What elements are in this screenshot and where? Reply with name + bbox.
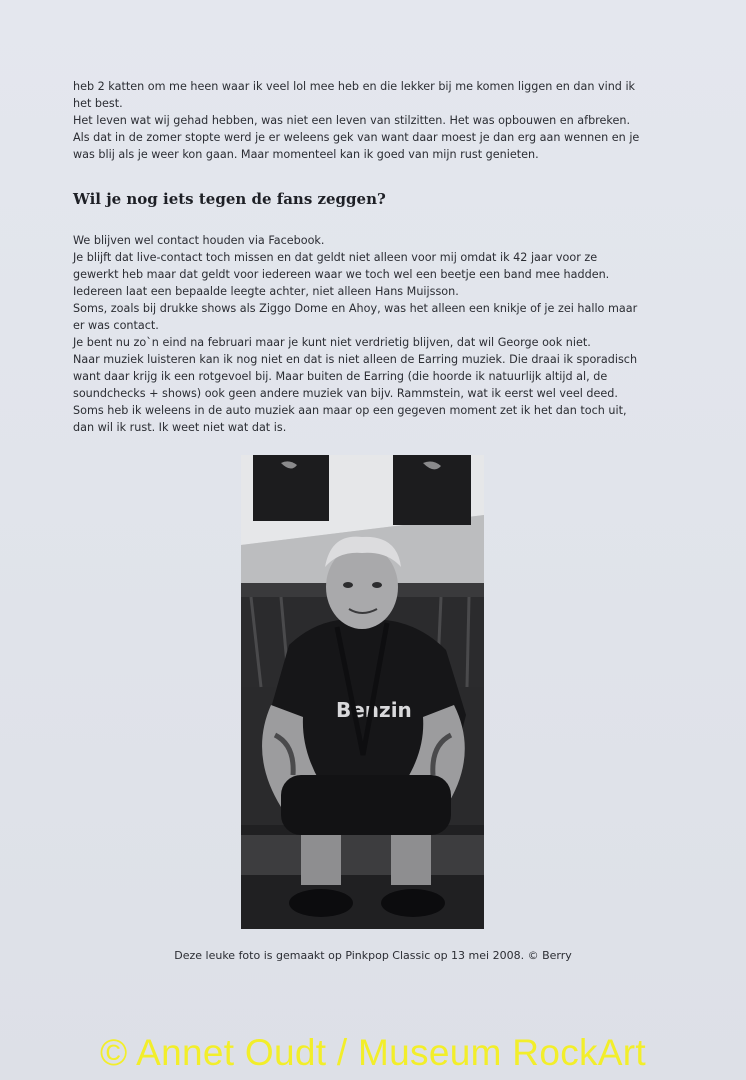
- text-line: Je bent nu zo`n eind na februari maar je kunt niet verdrietig blijven, dat wil George ook niet.: [73, 336, 591, 349]
- text-line: Soms, zoals bij drukke shows als Ziggo Dome en Ahoy, was het alleen een knikje of je zei hallo maar: [73, 302, 638, 315]
- text-line: Je blijft dat live-contact toch missen en dat geldt niet alleen voor mij omdat ik 42 jaar voor ze: [73, 251, 598, 264]
- text-line: er was contact.: [73, 319, 159, 332]
- text-line: Als dat in de zomer stopte werd je er weleens gek van want daar moest je dan erg aan wennen en je: [73, 131, 640, 144]
- text-line: dan wil ik rust. Ik weet niet wat dat is.: [73, 421, 287, 434]
- section-heading: Wil je nog iets tegen de fans zeggen?: [73, 190, 386, 208]
- shirt-text: Benzin: [336, 698, 412, 722]
- text-line: was blij als je weer kon gaan. Maar momenteel kan ik goed van mijn rust genieten.: [73, 148, 539, 161]
- text-line: gewerkt heb maar dat geldt voor iedereen waar we toch wel een beetje een band mee hadden.: [73, 268, 610, 281]
- text-line: heb 2 katten om me heen waar ik veel lol mee heb en die lekker bij me komen liggen en dan vind ik: [73, 80, 636, 93]
- text-line: Naar muziek luisteren kan ik nog niet en dat is niet alleen de Earring muziek. Die draai ik sporadisch: [73, 353, 638, 366]
- answer-paragraph: [73, 232, 663, 436]
- text-line: Iedereen laat een bepaalde leegte achter, niet alleen Hans Muijsson.: [73, 285, 459, 298]
- photo-caption: Deze leuke foto is gemaakt op Pinkpop Classic op 13 mei 2008. © Berry: [174, 949, 572, 962]
- text-line: We blijven wel contact houden via Facebook.: [73, 234, 325, 247]
- text-line: Soms heb ik weleens in de auto muziek aan maar op een gegeven moment zet ik het dan toch uit,: [73, 404, 627, 417]
- copyright-watermark: © Annet Oudt / Museum RockArt: [100, 1032, 646, 1073]
- intro-paragraph: [73, 78, 663, 163]
- text-line: want daar krijg ik een rotgevoel bij. Maar buiten de Earring (die hoorde ik natuurlijk altijd al, de: [73, 370, 608, 383]
- text-line: soundchecks + shows) ook geen andere muziek van bijv. Rammstein, wat ik eerst wel veel deed.: [73, 387, 618, 400]
- text-line: het best.: [73, 97, 123, 110]
- portrait-photo: [241, 455, 484, 929]
- text-line: Het leven wat wij gehad hebben, was niet een leven van stilzitten. Het was opbouwen en afbreken.: [73, 114, 631, 127]
